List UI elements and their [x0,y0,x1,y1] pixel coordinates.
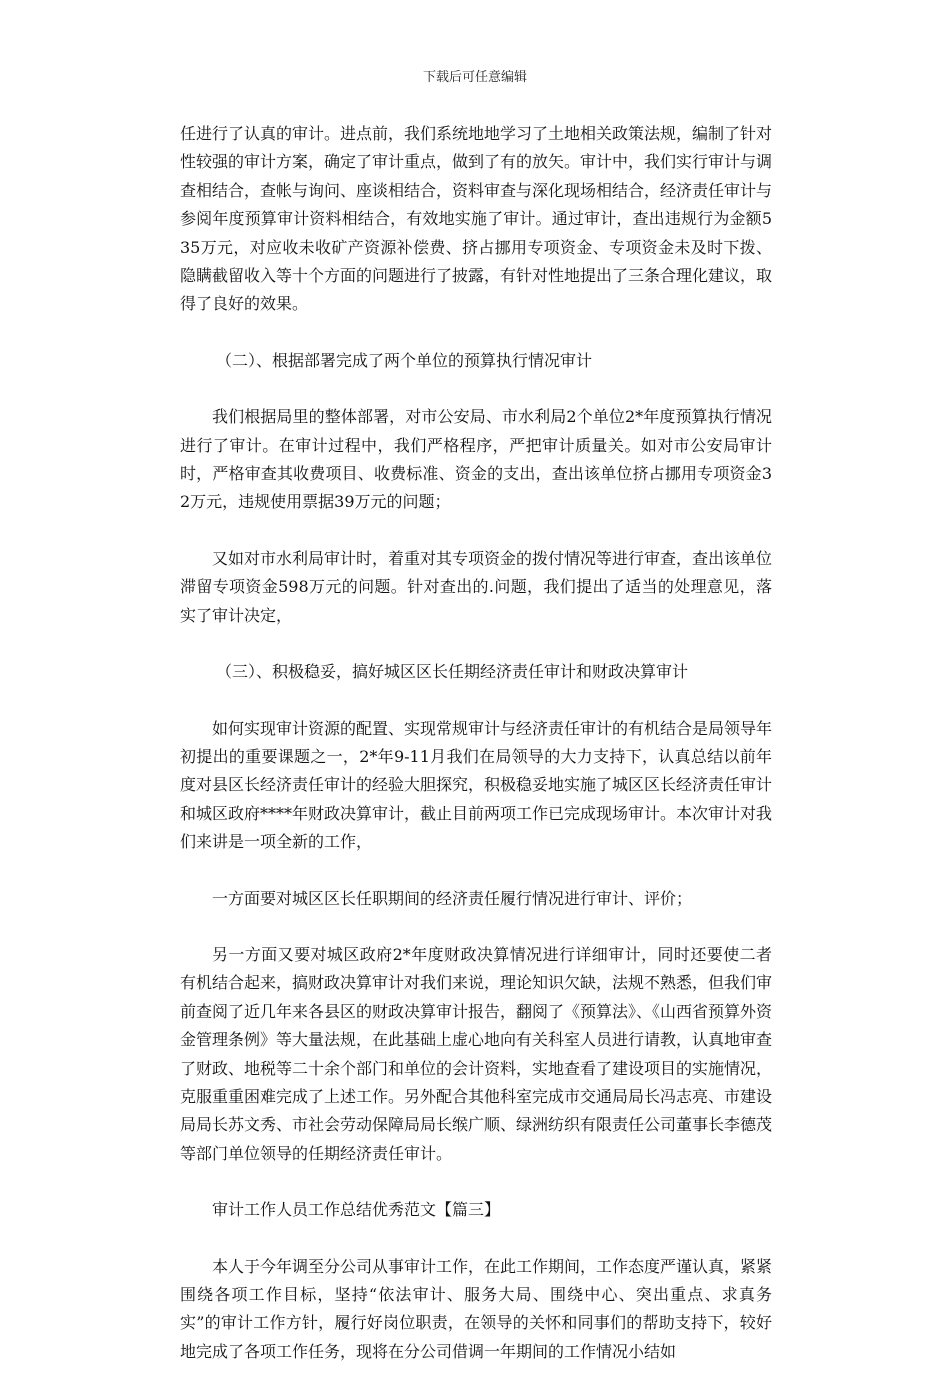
paragraph-one-aspect: 一方面要对城区区长任职期间的经济责任履行情况进行审计、评价； [212,888,693,908]
section-heading-2: （二）、根据部署完成了两个单位的预算执行情况审计 [216,350,593,370]
paragraph-other-aspect: 另一方面又要对城区政府2*年度财政决算情况进行详细审计，同时还要使二者有机结合起来，搞财政决算审计对我们来说，理论知识欠缺，法规不熟悉，但我们审前查阅了近几年来各县区的财政决算审计报告，翻阅了《预算法》、《山西省预算外资金管理条例》等大量法规，在此基础上虚心地向有关科室人员进行请教，认真地审查了财政、地税等二十余个部门和单位的会计资料，实地查看了建设项目的实施情况，克服重重困难完成了上述工作。另外配合其他科室完成市交通局局长冯志亮、市建设局局长苏文秀、市社会劳动保障局局长缑广顺、绿洲纺织有限责任公司董事长李德茂等部门单位领导的任期经济责任审计。 [180,944,773,1163]
paragraph-self-summary: 本人于今年调至分公司从事审计工作，在此工作期间，工作态度严谨认真，紧紧围绕各项工作目标，坚持“依法审计、服务大局、围绕中心、突出重点、求真务实”的审计工作方针，履行好岗位职责，在领导的关怀和同事们的帮助支持下，较好地完成了各项工作任务，现将在分公司借调一年期间的工作情况小结如 [180,1256,773,1361]
paragraph-district-audit: 如何实现审计资源的配置、实现常规审计与经济责任审计的有机结合是局领导年初提出的重要课题之一，2*年9-11月我们在局领导的大力支持下，认真总结以前年度对县区长经济责任审计的经验大胆探究，积极稳妥地实施了城区区长经济责任审计和城区政府****年财政决算审计，截止目前两项工作已完成现场审计。本次审计对我们来讲是一项全新的工作， [180,718,773,852]
page-header-note: 下载后可任意编辑 [422,70,527,85]
paragraph-audit-intro: 任进行了认真的审计。进点前，我们系统地地学习了土地相关政策法规，编制了针对性较强的审计方案，确定了审计重点，做到了有的放矢。审计中，我们实行审计与调查相结合，查帐与询问、座谈相结合，资料审查与深化现场相结合，经济责任审计与参阅年度预算审计资料相结合，有效地实施了审计。通过审计，查出违规行为金额535万元，对应收未收矿产资源补偿费、挤占挪用专项资金、专项资金未及时下拨、隐瞒截留收入等十个方面的问题进行了披露，有针对性地提出了三条合理化建议，取得了良好的效果。 [180,124,773,314]
paragraph-water-bureau: 又如对市水利局审计时，着重对其专项资金的拨付情况等进行审查，查出该单位滞留专项资金598万元的问题。针对查出的.问题，我们提出了适当的处理意见，落实了审计决定， [180,548,773,625]
paragraph-budget-audit: 我们根据局里的整体部署，对市公安局、市水利局2个单位2*年度预算执行情况进行了审计。在审计过程中，我们严格程序，严把审计质量关。如对市公安局审计时，严格审查其收费项目、收费标准、资金的支出，查出该单位挤占挪用专项资金32万元，违规使用票据39万元的问题； [180,407,772,512]
document-body [180,120,772,1394]
section-heading-3: （三）、积极稳妥，搞好城区区长任期经济责任审计和财政决算审计 [216,662,689,682]
section-title-part-three: 审计工作人员工作总结优秀范文【篇三】 [212,1200,501,1220]
